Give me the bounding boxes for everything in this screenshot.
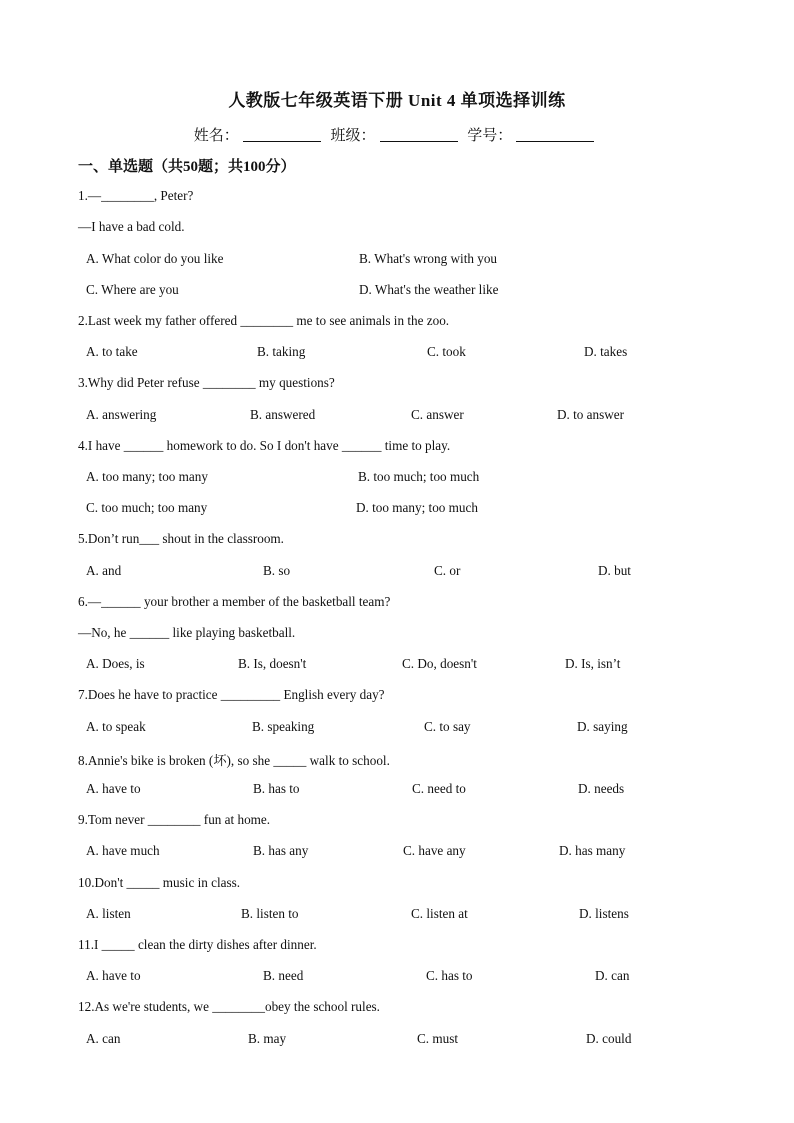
- question-10-option-a[interactable]: A. listen: [86, 906, 131, 921]
- question-7-option-a[interactable]: A. to speak: [86, 719, 146, 734]
- question-5-option-b[interactable]: B. so: [263, 563, 291, 578]
- question-7-option-d[interactable]: D. saying: [577, 719, 628, 734]
- question-12-option-d[interactable]: D. could: [586, 1031, 632, 1046]
- id-blank[interactable]: [516, 127, 594, 142]
- question-11-option-a[interactable]: A. have to: [86, 968, 141, 983]
- question-9-option-c[interactable]: C. have any: [403, 843, 466, 858]
- question-10-option-c[interactable]: C. listen at: [411, 906, 468, 921]
- question-10-option-b[interactable]: B. listen to: [241, 906, 299, 921]
- question-9-option-a[interactable]: A. have much: [86, 843, 160, 858]
- id-label: 学号：: [467, 128, 513, 144]
- question-10-stem: 10.Don't _____ music in class.: [78, 875, 241, 890]
- question-9-stem: 9.Tom never ________ fun at home.: [78, 812, 271, 827]
- question-6-option-b[interactable]: B. Is, doesn't: [238, 656, 307, 671]
- question-8-stem: 8.Annie's bike is broken (坏), so she _____ walk to school.: [78, 753, 390, 768]
- question-2-option-d[interactable]: D. takes: [584, 344, 628, 359]
- question-1-option-c[interactable]: C. Where are you: [86, 282, 179, 297]
- question-8-option-a[interactable]: A. have to: [86, 781, 141, 796]
- question-8-option-b[interactable]: B. has to: [253, 781, 300, 796]
- question-8-option-c[interactable]: C. need to: [412, 781, 466, 796]
- question-3-option-c[interactable]: C. answer: [411, 407, 464, 422]
- question-1-stem-line2: —I have a bad cold.: [78, 219, 185, 234]
- question-1-stem: 1.—________, Peter?: [78, 188, 194, 203]
- question-1-option-d[interactable]: D. What's the weather like: [359, 282, 499, 297]
- question-11-option-d[interactable]: D. can: [595, 968, 630, 983]
- question-9-option-d[interactable]: D. has many: [559, 843, 626, 858]
- question-5-option-c[interactable]: C. or: [434, 563, 461, 578]
- name-blank[interactable]: [243, 127, 321, 142]
- question-4-option-c[interactable]: C. too much; too many: [86, 500, 208, 515]
- question-6-option-c[interactable]: C. Do, doesn't: [402, 656, 477, 671]
- question-11-option-c[interactable]: C. has to: [426, 968, 473, 983]
- question-5-option-d[interactable]: D. but: [598, 563, 631, 578]
- question-2-stem: 2.Last week my father offered ________ me to see animals in the zoo.: [78, 313, 450, 328]
- page-title: 人教版七年级英语下册 Unit 4 单项选择训练: [228, 91, 566, 110]
- question-12-stem: 12.As we're students, we ________obey the school rules.: [78, 999, 380, 1014]
- question-11-stem: 11.I _____ clean the dirty dishes after dinner.: [78, 937, 317, 952]
- question-3-option-b[interactable]: B. answered: [250, 407, 316, 422]
- question-7-option-c[interactable]: C. to say: [424, 719, 471, 734]
- question-1-option-a[interactable]: A. What color do you like: [86, 251, 224, 266]
- question-8-option-d[interactable]: D. needs: [578, 781, 625, 796]
- question-4-option-b[interactable]: B. too much; too much: [358, 469, 480, 484]
- section-heading: 一、单选题（共50题；共100分）: [78, 159, 296, 175]
- question-7-stem: 7.Does he have to practice _________ English every day?: [78, 687, 385, 702]
- question-6-stem: 6.—______ your brother a member of the basketball team?: [78, 594, 391, 609]
- student-info-line: [0, 124, 794, 145]
- name-label: 姓名：: [193, 128, 239, 144]
- question-2-option-b[interactable]: B. taking: [257, 344, 306, 359]
- question-4-option-d[interactable]: D. too many; too much: [356, 500, 478, 515]
- question-12-option-a[interactable]: A. can: [86, 1031, 121, 1046]
- question-6-option-a[interactable]: A. Does, is: [86, 656, 145, 671]
- question-3-option-d[interactable]: D. to answer: [557, 407, 625, 422]
- question-4-stem: 4.I have ______ homework to do. So I don't have ______ time to play.: [78, 438, 451, 453]
- question-4-option-a[interactable]: A. too many; too many: [86, 469, 208, 484]
- question-5-stem: 5.Don’t run___ shout in the classroom.: [78, 531, 284, 546]
- question-3-stem: 3.Why did Peter refuse ________ my questions?: [78, 375, 335, 390]
- question-3-option-a[interactable]: A. answering: [86, 407, 157, 422]
- question-12-option-c[interactable]: C. must: [417, 1031, 459, 1046]
- question-1-option-b[interactable]: B. What's wrong with you: [359, 251, 498, 266]
- question-2-option-c[interactable]: C. took: [427, 344, 466, 359]
- question-9-option-b[interactable]: B. has any: [253, 843, 309, 858]
- question-11-option-b[interactable]: B. need: [263, 968, 304, 983]
- question-2-option-a[interactable]: A. to take: [86, 344, 138, 359]
- question-10-option-d[interactable]: D. listens: [579, 906, 629, 921]
- question-6-option-d[interactable]: D. Is, isn’t: [565, 656, 621, 671]
- class-label: 班级：: [330, 128, 376, 144]
- class-blank[interactable]: [380, 127, 458, 142]
- question-6-stem-line2: —No, he ______ like playing basketball.: [78, 625, 296, 640]
- question-5-option-a[interactable]: A. and: [86, 563, 122, 578]
- question-12-option-b[interactable]: B. may: [248, 1031, 287, 1046]
- question-7-option-b[interactable]: B. speaking: [252, 719, 315, 734]
